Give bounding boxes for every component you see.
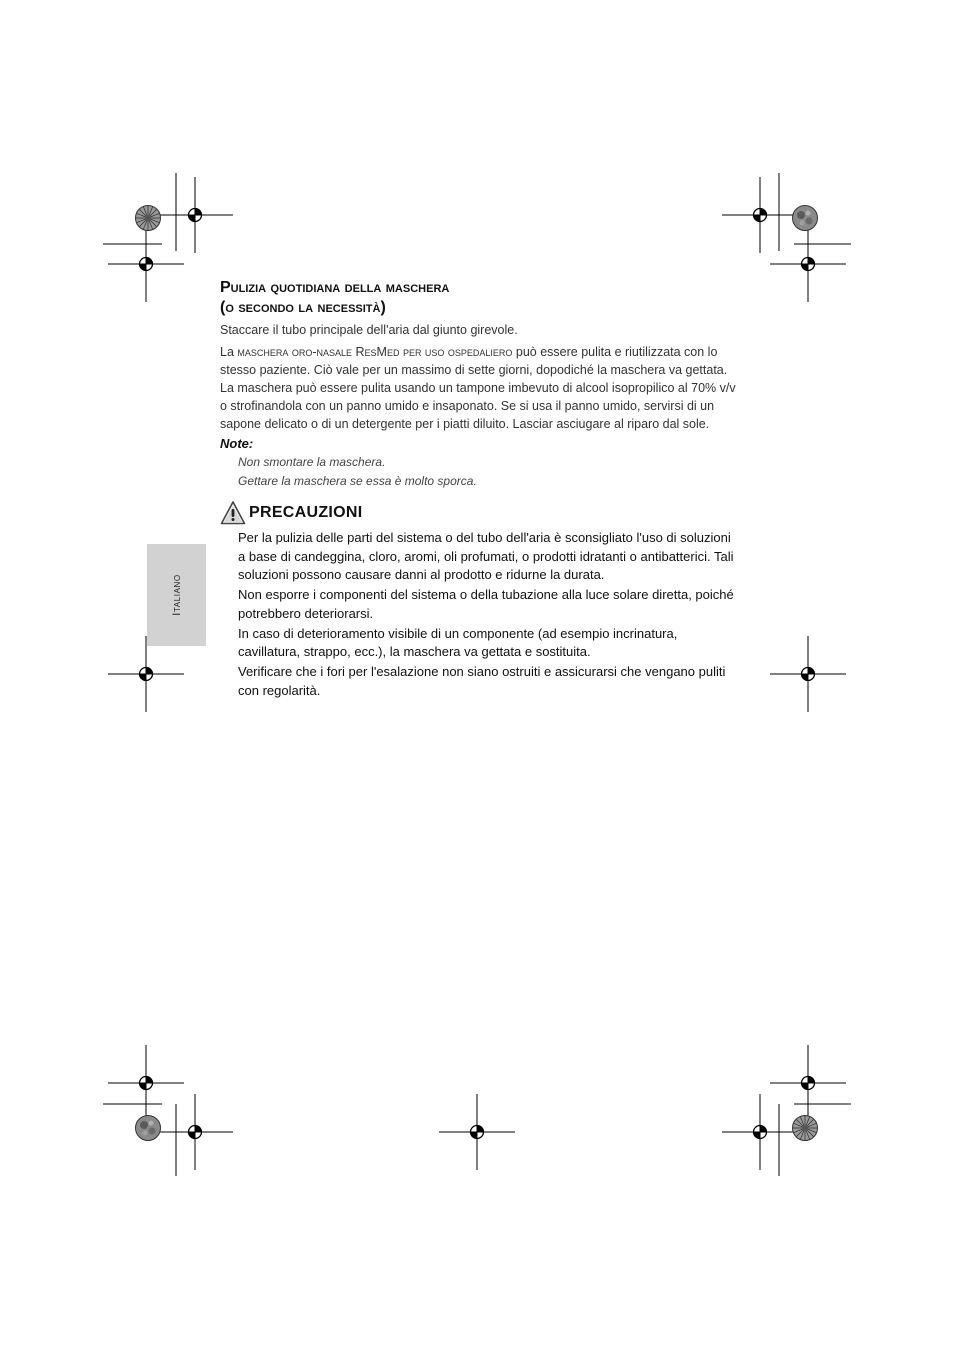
notes-heading: Note: <box>220 436 254 451</box>
language-side-tab <box>147 544 206 646</box>
section-title-line1: Pulizia quotidiana della maschera <box>220 279 450 296</box>
section-title <box>220 278 736 318</box>
precautions-title: PRECAUZIONI <box>249 504 363 521</box>
document-content <box>220 278 736 702</box>
paragraph-detach-tube: Staccare il tubo principale dell'aria dal giunto girevole. <box>220 323 518 337</box>
warning-icon <box>220 500 246 526</box>
precaution-item: Non esporre i componenti del sistema o della tubazione alla luce solare diretta, poiché potrebbero deteriorarsi. <box>238 587 734 621</box>
section-title-line2: (o secondo la necessità) <box>220 299 386 316</box>
paragraph-prefix: La <box>220 345 238 359</box>
language-tab-label: Italiano <box>170 574 183 616</box>
precaution-item: Per la pulizia delle parti del sistema o del tubo dell'aria è sconsigliato l'uso di soluzioni a base di candeggina, cloro, aromi, oli profumati, o prodotti idratanti o antibatterici. Tali soluzioni possono causare danni al prodotto e ridurne la durata. <box>238 530 734 582</box>
product-name: maschera oro-nasale ResMed per uso ospedaliero <box>237 345 513 359</box>
precautions-header <box>220 500 736 526</box>
note-item: Gettare la maschera se essa è molto sporca. <box>238 474 477 488</box>
precautions-list <box>238 529 736 700</box>
note-item: Non smontare la maschera. <box>238 455 386 469</box>
paragraph-body: può essere pulita e riutilizzata con lo stesso paziente. Ciò vale per un massimo di sette giorni, dopodiché la maschera va gettata. La maschera può essere pulita usando un tampone imbevuto di alcool isopropilico al 70% v/v o strofinandola con un panno umido e insaponato. Se si usa il panno umido, servirsi di un sapone delicato o di un detergente per i piatti diluito. Lasciar asciugare al riparo dal sole. <box>220 345 736 431</box>
precaution-item: Verificare che i fori per l'esalazione non siano ostruiti e assicurarsi che vengano puliti con regolarità. <box>238 664 726 698</box>
precaution-item: In caso di deterioramento visibile di un componente (ad esempio incrinatura, cavillatura, strappo, ecc.), la maschera va gettata e sostituita. <box>238 625 678 659</box>
paragraph-cleaning-instructions <box>220 343 736 433</box>
